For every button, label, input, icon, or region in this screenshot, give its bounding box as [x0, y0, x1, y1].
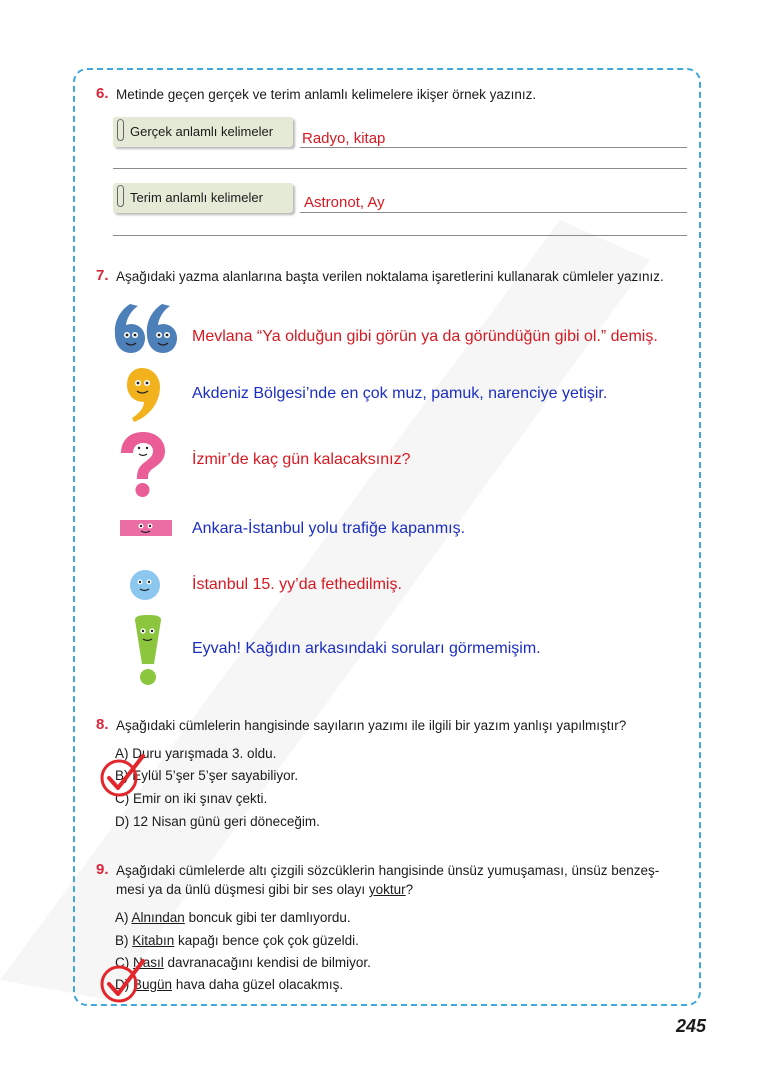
- write-line: [113, 235, 687, 236]
- period-icon: [128, 568, 162, 602]
- q8-option-c[interactable]: C) Emir on iki şınav çekti.: [115, 791, 268, 806]
- q8-prompt: Aşağıdaki cümlelerin hangisinde sayıların yazımı ile ilgili bir yazım yanlışı yapılmıştır?: [116, 718, 627, 733]
- q7-sentence-period: İstanbul 15. yy’da fethedilmiş.: [192, 576, 402, 593]
- q7-sentence-hyphen: Ankara-İstanbul yolu trafiğe kapanmış.: [192, 520, 466, 537]
- write-line: [300, 212, 687, 213]
- q9-option-a[interactable]: A) Alnından boncuk gibi ter damlıyordu.: [115, 910, 351, 925]
- hyphen-icon: [118, 516, 174, 540]
- q7-sentence-exclamation: Eyvah! Kağıdın arkasındaki soruları görmemişim.: [192, 640, 541, 657]
- page-number: 245: [676, 1016, 707, 1036]
- check-mark-icon: [99, 752, 149, 800]
- question-mark-icon: [118, 430, 168, 498]
- write-line: [300, 147, 687, 148]
- q9-option-b[interactable]: B) Kitabın kapağı bence çok çok güzeldi.: [115, 933, 359, 948]
- comma-icon: [124, 366, 164, 424]
- q9-option-c[interactable]: C) Nasıl davranacağını kendisi de bilmiyor.: [115, 955, 371, 970]
- quotation-marks-icon: [112, 300, 178, 356]
- q6-answer-literal: Radyo, kitap: [302, 130, 386, 147]
- keyword-underlined: yoktur: [368, 882, 406, 897]
- q7-sentence-question: İzmir’de kaç gün kalacaksınız?: [192, 451, 411, 468]
- write-line: [113, 168, 687, 169]
- q7-sentence-quotes: Mevlana “Ya olduğun gibi görün ya da göründüğün gibi ol.” demiş.: [192, 328, 658, 345]
- q6-answer-term: Astronot, Ay: [304, 194, 385, 211]
- q6-number: 6.: [96, 85, 109, 102]
- paperclip-icon: [117, 119, 124, 141]
- q6-label-term: Terim anlamlı kelimeler: [113, 183, 293, 213]
- q9-prompt-line2: mesi ya da ünlü düşmesi gibi bir ses olayı yoktur?: [116, 882, 414, 897]
- q7-number: 7.: [96, 267, 109, 284]
- q7-sentence-comma: Akdeniz Bölgesi’nde en çok muz, pamuk, narenciye yetişir.: [192, 385, 608, 402]
- q9-prompt-line1: Aşağıdaki cümlelerde altı çizgili sözcüklerin hangisinde ünsüz yumuşaması, ünsüz benzeş-: [116, 863, 660, 878]
- q8-number: 8.: [96, 716, 109, 733]
- q8-option-b[interactable]: B) Eylül 5’şer 5’şer sayabiliyor.: [115, 768, 299, 783]
- check-mark-icon: [99, 956, 149, 1004]
- q6-label-literal: Gerçek anlamlı kelimeler: [113, 117, 293, 147]
- q9-number: 9.: [96, 861, 109, 878]
- q7-prompt: Aşağıdaki yazma alanlarına başta verilen noktalama işaretlerini kullanarak cümleler yazınız.: [116, 269, 664, 284]
- paperclip-icon: [117, 185, 124, 207]
- q9-option-d[interactable]: D) Bugün hava daha güzel olacakmış.: [115, 977, 344, 992]
- exclamation-mark-icon: [130, 614, 166, 688]
- q8-option-a[interactable]: A) Duru yarışmada 3. oldu.: [115, 746, 277, 761]
- q6-prompt: Metinde geçen gerçek ve terim anlamlı kelimelere ikişer örnek yazınız.: [116, 87, 537, 102]
- q8-option-d[interactable]: D) 12 Nisan günü geri döneceğim.: [115, 814, 320, 829]
